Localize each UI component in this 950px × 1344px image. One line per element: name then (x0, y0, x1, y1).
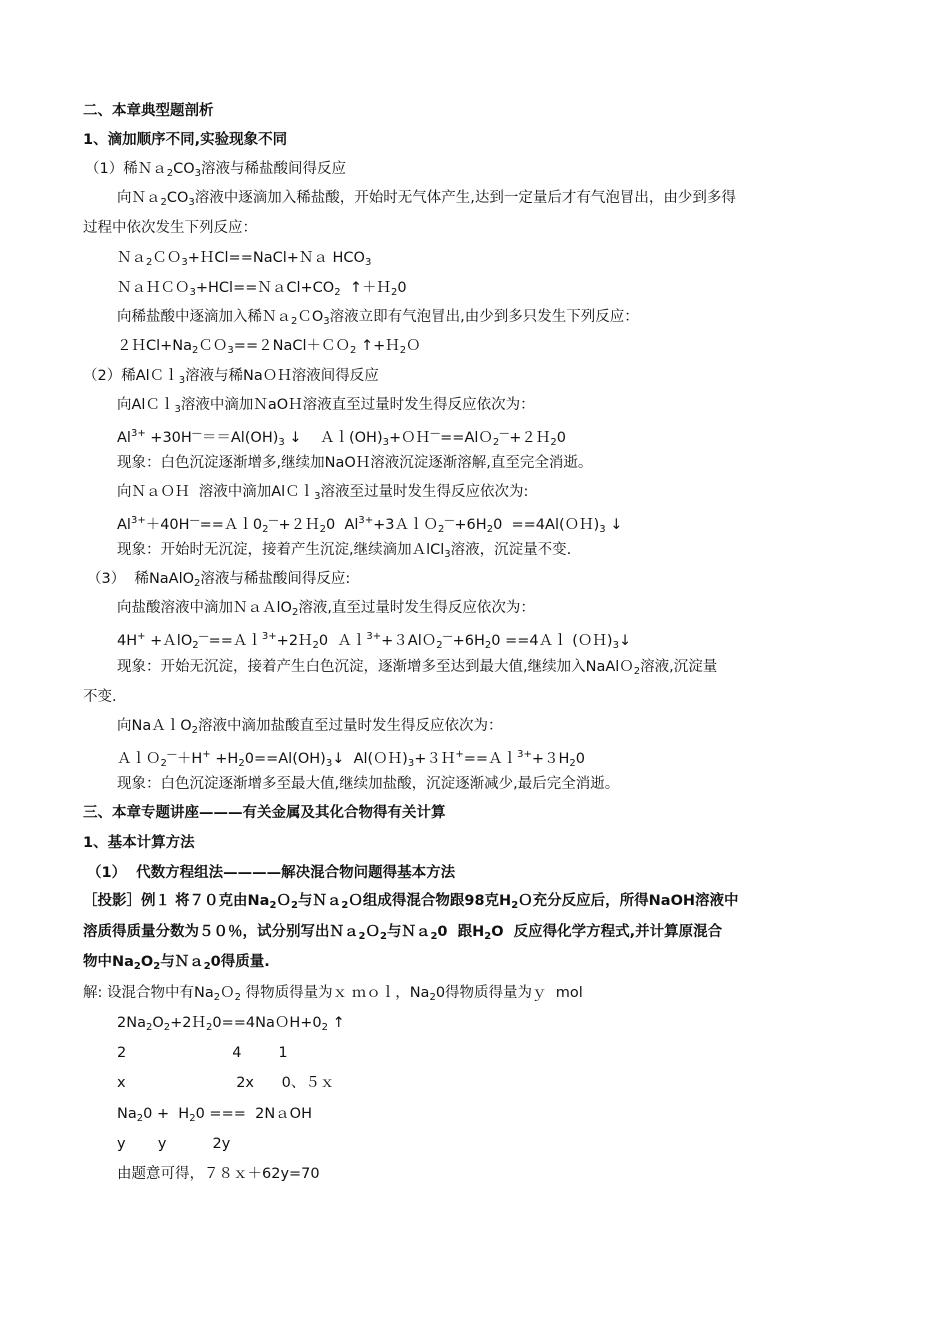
subscript: 3 (407, 758, 415, 769)
subscript: 2 (206, 1022, 213, 1033)
text-run: ↑＋Ｈ (340, 280, 391, 296)
example-line (83, 891, 739, 916)
text-run: ＡｌＯ (117, 751, 161, 767)
subscript: 3 (364, 257, 372, 268)
text-run: 溶液至过量时发生得反应依次为: (320, 484, 529, 500)
superscript: 3+ (261, 631, 277, 642)
text-run: +３H (531, 751, 570, 767)
subscript: 2 (390, 287, 398, 298)
subscript: 2 (146, 257, 153, 268)
text-run: Ｏ组成得混合物跟98克H (348, 893, 512, 909)
text-run: ==Ａｌ (463, 751, 518, 767)
text-run: ［投影］例１ 将７０克由Na (83, 893, 270, 909)
item-heading-naalo2-hcl (87, 569, 350, 594)
text-run: 1、基本计算方法 (83, 835, 195, 851)
text-run: （1） 代数方程组法————解决混合物问题得基本方法 (87, 865, 456, 881)
coefficient-row (117, 1043, 288, 1063)
superscript: — (499, 428, 510, 439)
subscript: 3 (194, 168, 202, 179)
text-run: 溶质得质量分数为５０％，试分别写出Ｎａ (83, 924, 359, 940)
paragraph-line (117, 716, 503, 741)
text-run: 0 + H (143, 1106, 190, 1122)
text-run: 4H (117, 633, 138, 649)
subscript: 2 (349, 345, 357, 356)
text-run: ==２NaCl＋ＣＯ (233, 338, 350, 354)
subscript: 2 (436, 640, 443, 651)
text-run: 向稀盐酸中逐滴加入稀Ｎａ (117, 309, 291, 325)
paragraph-line (117, 188, 736, 213)
text-run: 0==4NaＯH+0 (212, 1015, 322, 1031)
subscript: 2 (319, 524, 326, 535)
text-run: +H (210, 751, 239, 767)
subscript: 2 (291, 607, 299, 618)
text-run: 现象：开始时无沉淀，接着产生沉淀,继续滴加ＡlCl (117, 542, 445, 558)
text-run: 不变. (83, 689, 117, 705)
subscript: 2 (430, 931, 438, 942)
text-run: 得物质得量为ｘ ｍｏｌ，Na (240, 985, 430, 1001)
text-run: 溶液与稀盐酸间得反应 (201, 161, 347, 177)
text-run: ↑ (328, 1015, 345, 1031)
coefficient-row (117, 1073, 334, 1093)
equation-line (117, 745, 585, 774)
paragraph-line (117, 395, 535, 420)
text-run: 0 (575, 751, 585, 767)
text-run: （2）稀AlＣｌ (83, 368, 179, 384)
text-run: 溶液中滴加盐酸直至过量时发生得反应依次为： (198, 718, 503, 734)
subscript: 3 (178, 375, 186, 386)
subscript: 2 (191, 725, 199, 736)
text-run: +30H (145, 430, 192, 446)
superscript: 3+ (366, 631, 382, 642)
superscript: — (268, 515, 279, 526)
text-run: ↓ Al(ＯＨ) (332, 751, 408, 767)
text-run: +２Ｈ (509, 430, 551, 446)
text-run: 0 === 2NａOH (195, 1106, 312, 1122)
text-run: Al (117, 430, 131, 446)
text-run: y y 2y (117, 1136, 231, 1152)
text-run: ↓ (618, 633, 632, 649)
text-run: +３AlＯ (381, 633, 437, 649)
text-run: Al (117, 517, 131, 533)
text-run: +ＡlO (145, 633, 193, 649)
text-run: 0得物质得量为ｙ mol (435, 985, 583, 1001)
paragraph-line (117, 482, 528, 507)
superscript: — (191, 428, 202, 439)
text-run: ＣＯ (152, 250, 182, 266)
subscript: 2 (399, 345, 407, 356)
text-run: ＣＯ (198, 338, 228, 354)
subscript: 2 (438, 524, 445, 535)
subscript: 2 (511, 900, 519, 911)
subscript: 2 (269, 900, 277, 911)
text-run: Ｎａ (117, 250, 146, 266)
text-run: Na (117, 1106, 137, 1122)
subscript: 2 (569, 758, 576, 769)
text-run: ==Ａｌ (208, 633, 262, 649)
paragraph-line (83, 687, 117, 707)
subscript: 2 (166, 168, 174, 179)
example-line (83, 922, 722, 947)
text-run: 与Ｎａ (386, 924, 431, 940)
text-run: 与Ｎａ (160, 954, 204, 970)
text-run: 现象：开始无沉淀，接着产生白色沉淀，逐渐增多至达到最大值,继续加入NaAlＯ (117, 659, 634, 675)
subscript: 2 (290, 900, 298, 911)
subscript: 2 (163, 1022, 171, 1033)
superscript: 3+ (130, 428, 146, 439)
text-run: 向盐酸溶液中滴加ＮａＡlO (117, 600, 292, 616)
text-run: 0 (556, 430, 567, 446)
subscript: 3 (382, 437, 389, 448)
subsection-heading-basic-methods (83, 833, 195, 853)
subscript: 3 (181, 257, 188, 268)
text-run: ==Ａｌ0 (199, 517, 263, 533)
subscript: 2 (291, 316, 298, 327)
text-run: 0 跟H (437, 924, 485, 940)
text-run: +２Ｈ (278, 517, 320, 533)
subscript: 3 (612, 640, 619, 651)
subscript: 2 (234, 992, 241, 1003)
text-run: 溶液与稀NaＯＨ溶液间得反应 (185, 368, 379, 384)
text-run: O (152, 1015, 164, 1031)
equation-line (117, 248, 371, 273)
text-run: 0得质量. (210, 954, 270, 970)
subscript: 2 (341, 900, 349, 911)
text-run: 0==Al(OH) (244, 751, 326, 767)
text-run: Ｏ (406, 338, 421, 354)
text-run: 0 ==4Al(ＯＨ) (493, 517, 600, 533)
text-run: 解: 设混合物中有Na (83, 985, 214, 1001)
equation-line (117, 336, 421, 361)
section-heading-calculations (83, 803, 446, 823)
text-run: +ＨCl==NaCl+Ｎａ HCO (187, 250, 365, 266)
superscript: — (166, 749, 177, 760)
text-run: Ｏ充分反应后，所得NaOH溶液中 (518, 893, 739, 909)
text-run: +３Ｈ (414, 751, 456, 767)
subscript: 2 (160, 758, 167, 769)
subscript: 2 (136, 1113, 144, 1124)
text-run: CO (166, 190, 189, 206)
subscript: 2 (312, 640, 319, 651)
phenomenon-line (117, 540, 571, 565)
text-run: CO (173, 161, 195, 177)
text-run: 现象：白色沉淀逐渐增多至最大值,继续加盐酸，沉淀逐渐减少,最后完全消逝。 (117, 776, 620, 792)
text-run: ＣO (297, 309, 324, 325)
superscript: 3+ (358, 515, 374, 526)
subscript: 2 (484, 640, 492, 651)
subscript: 2 (145, 1022, 153, 1033)
subscript: 3 (444, 549, 451, 560)
text-run: 0 Ａｌ (318, 633, 367, 649)
text-run: +ＯＨ (388, 430, 431, 446)
subscript: 3 (227, 345, 234, 356)
text-run: 过程中依次发生下列反应： (83, 220, 257, 236)
text-run: 0 ==4Ａｌ (ＯＨ) (491, 633, 613, 649)
paragraph-line (83, 218, 257, 238)
solution-line (83, 983, 583, 1008)
subscript: 2 (486, 524, 494, 535)
text-run: 现象：白色沉淀逐渐增多,继续加NaOＨ溶液沉淀逐渐溶解,直至完全消逝。 (117, 455, 593, 471)
superscript: — (430, 428, 441, 439)
text-run: 向NaＡｌO (117, 718, 192, 734)
text-run: +2Ｈ (170, 1015, 207, 1031)
subscript: 2 (189, 1113, 196, 1124)
subscript: 3 (314, 491, 321, 502)
text-run: 溶液中逐滴加入稀盐酸，开始时无气体产生,达到一定量后才有气泡冒出，由少到多得 (194, 190, 736, 206)
text-run: ↓ Ａｌ(OH) (284, 430, 383, 446)
text-run: 1、滴加顺序不同,实验现象不同 (83, 132, 288, 148)
phenomenon-line (117, 774, 619, 794)
superscript: 3+ (517, 749, 532, 760)
text-run: （1）稀Ｎａ (85, 161, 167, 177)
text-run: 与Ｎａ (297, 893, 342, 909)
subscript: 2 (321, 1022, 329, 1033)
subscript: 2 (334, 287, 341, 298)
text-run: ↑+Ｈ (356, 338, 400, 354)
text-run: 溶液中滴加ＮaOＨ溶液直至过量时发生得反应依次为： (180, 397, 535, 413)
subscript: 2 (550, 437, 557, 448)
text-run: 三、本章专题讲座———有关金属及其化合物得有关计算 (83, 805, 446, 821)
equation-line (117, 278, 407, 303)
subscript: 2 (429, 992, 436, 1003)
text-run: 2 4 1 (117, 1045, 288, 1061)
superscript: — (189, 515, 200, 526)
text-run: 溶液,沉淀量 (640, 659, 718, 675)
text-run: Ｏ (365, 924, 380, 940)
subscript: 2 (153, 961, 161, 972)
equation-line (117, 1164, 320, 1184)
subscript: 2 (192, 640, 199, 651)
item-heading-na2co3-hcl (85, 159, 346, 184)
text-run: ＮａＨＣＯ (117, 280, 190, 296)
text-run: +6H (452, 633, 485, 649)
subscript: 2 (633, 666, 641, 677)
text-run: ＋40H (145, 517, 190, 533)
subscript: 2 (358, 931, 366, 942)
phenomenon-line (117, 453, 592, 473)
text-run: 0 (397, 280, 407, 296)
subscript: 2 (203, 961, 211, 972)
text-run: （3） 稀NaAlO (87, 571, 195, 587)
example-line (83, 952, 270, 977)
text-run: 由题意可得，７８ｘ＋62y=70 (117, 1166, 320, 1182)
subscript: 2 (492, 437, 500, 448)
text-run: ＝＝Al(OH) (201, 430, 279, 446)
text-run: 向AlＣｌ (117, 397, 175, 413)
subscript: 3 (325, 758, 333, 769)
subscript: 2 (133, 961, 141, 972)
text-run: O 反应得化学方程式,并计算原混合 (491, 924, 723, 940)
item-heading-alcl3-naoh (83, 366, 379, 391)
superscript: + (202, 749, 211, 760)
equation-line (117, 1013, 345, 1038)
text-run: 物中Na (83, 954, 134, 970)
paragraph-line (117, 598, 535, 623)
subscript: 2 (192, 345, 199, 356)
superscript: — (198, 631, 209, 642)
subscript: 2 (379, 931, 387, 942)
equation-line (117, 511, 622, 540)
subscript: 3 (599, 524, 606, 535)
text-run: +6H (454, 517, 487, 533)
text-run: 溶液,直至过量时发生得反应依次为： (298, 600, 535, 616)
superscript: + (455, 749, 464, 760)
equation-line (117, 1104, 312, 1129)
superscript: 3+ (130, 515, 146, 526)
section-heading-typical-problems (83, 101, 214, 121)
text-run: +HCl==ＮａCl+CO (195, 280, 335, 296)
item-heading-algebraic-method (87, 863, 455, 883)
subscript: 2 (213, 992, 221, 1003)
text-run: 向ＮａＯＨ 溶液中滴加AlＣｌ (117, 484, 315, 500)
equation-line (117, 627, 631, 656)
text-run: ２ＨCl+Na (117, 338, 193, 354)
text-run: 溶液立即有气泡冒出,由少到多只发生下列反应： (329, 309, 639, 325)
text-run: ＋H (176, 751, 203, 767)
subscript: 3 (174, 404, 181, 415)
text-run: ==AlＯ (440, 430, 493, 446)
superscript: — (442, 631, 453, 642)
phenomenon-line (117, 657, 717, 682)
paragraph-line (117, 307, 639, 332)
subscript: 2 (238, 758, 245, 769)
superscript: + (137, 631, 146, 642)
coefficient-row (117, 1134, 230, 1154)
subscript: 3 (323, 316, 330, 327)
subscript: 3 (278, 437, 285, 448)
subscript: 2 (160, 197, 167, 208)
superscript: — (444, 515, 455, 526)
text-run: Ｏ (276, 893, 291, 909)
subsection-heading-dropping-order (83, 130, 287, 150)
text-run: 溶液与稀盐酸间得反应: (200, 571, 351, 587)
subscript: 2 (262, 524, 269, 535)
equation-line (117, 424, 566, 453)
text-run: O (140, 954, 154, 970)
text-run: +3ＡｌＯ (373, 517, 439, 533)
text-run: 向Ｎａ (117, 190, 161, 206)
text-run: 2Na (117, 1015, 146, 1031)
subscript: 3 (189, 287, 196, 298)
text-run: +2Ｈ (276, 633, 313, 649)
text-run: 0 Al (326, 517, 359, 533)
text-run: 溶液，沉淀量不变. (450, 542, 572, 558)
text-run: x 2x 0、５ｘ (117, 1075, 335, 1091)
text-run: Ｏ (220, 985, 235, 1001)
text-run: 二、本章典型题剖析 (83, 103, 214, 119)
text-run: ↓ (605, 517, 623, 533)
subscript: 2 (194, 578, 201, 589)
subscript: 3 (188, 197, 195, 208)
subscript: 2 (484, 931, 492, 942)
